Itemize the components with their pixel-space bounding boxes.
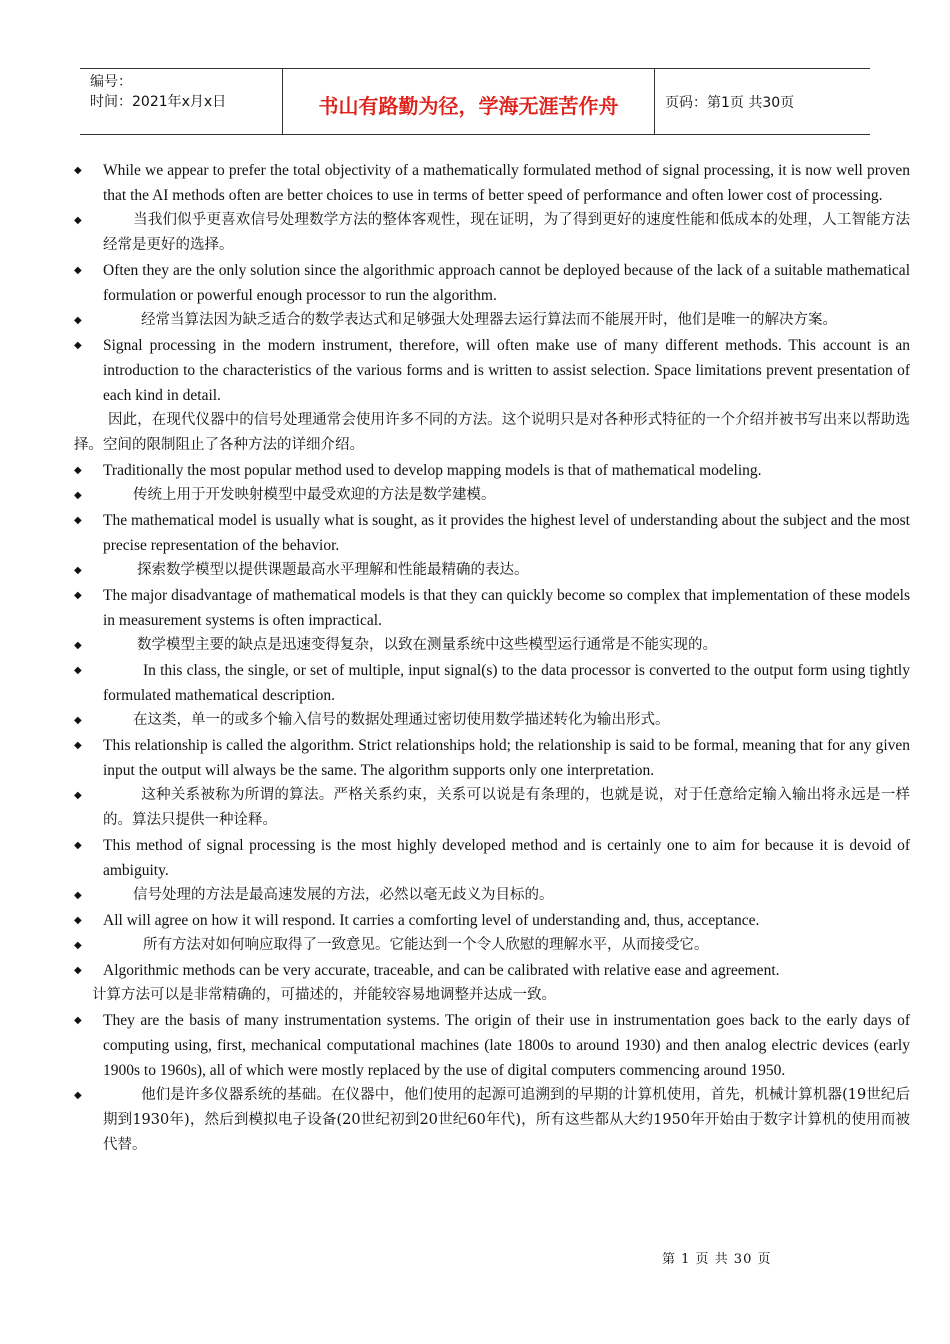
bullet-icon: ◆ — [74, 515, 82, 526]
paragraph-9: ◆ The mathematical model is usually what is sought, as it provides the highest level of understanding about the subject and the most precise representation of the behavior. — [74, 508, 910, 558]
page-footer: 第 1 页 共 30 页 — [662, 1252, 772, 1267]
paragraph-21: ◆ Algorithmic methods can be very accurate, traceable, and can be calibrated with relative ease and agreement. — [74, 958, 910, 983]
paragraph-14: ◆ 在这类，单一的或多个输入信号的数据处理通过密切使用数学描述转化为输出形式。 — [74, 708, 910, 733]
bullet-icon: ◆ — [74, 715, 82, 726]
header-motto: 书山有路勤为径，学海无涯苦作舟 — [282, 69, 655, 134]
paragraph-7: ◆ Traditionally the most popular method used to develop mapping models is that of mathematical modeling. — [74, 458, 910, 483]
paragraph-10: ◆ 探索数学模型以提供课题最高水平理解和性能最精确的表达。 — [74, 558, 910, 583]
bullet-icon: ◆ — [74, 740, 82, 751]
page-header — [80, 68, 870, 135]
paragraph-3: ◆ Often they are the only solution since the algorithmic approach cannot be deployed because of the lack of a suitable mathematical formulation or powerful enough processor to run the algorithm. — [74, 258, 910, 308]
paragraph-8: ◆ 传统上用于开发映射模型中最受欢迎的方法是数学建模。 — [74, 483, 910, 508]
paragraph-5: ◆ Signal processing in the modern instrument, therefore, will often make use of many different methods. This account is an introduction to the characteristics of the various forms and is written to assist selection. Space limitations prevent presentation of each kind in detail. — [74, 333, 910, 408]
bullet-icon: ◆ — [74, 590, 82, 601]
bullet-icon: ◆ — [74, 1015, 82, 1026]
paragraph-1: ◆ While we appear to prefer the total objectivity of a mathematically formulated method of signal processing, it is now well proven that the AI methods often are better choices to use in terms of better speed of performance and often lower cost of processing. — [74, 158, 910, 208]
bullet-icon: ◆ — [74, 915, 82, 926]
bullet-icon: ◆ — [74, 465, 82, 476]
bullet-icon: ◆ — [74, 565, 82, 576]
bullet-icon: ◆ — [74, 315, 82, 326]
paragraph-15: ◆ This relationship is called the algorithm. Strict relationships hold; the relationship is said to be formal, meaning that for any given input the output will always be the same. The algorithm supports only one interpretation. — [74, 733, 910, 783]
bullet-icon: ◆ — [74, 890, 82, 901]
paragraph-2: ◆ 当我们似乎更喜欢信号处理数学方法的整体客观性，现在证明，为了得到更好的速度性能和低成本的处理，人工智能方法经常是更好的选择。 — [74, 208, 910, 258]
bullet-icon: ◆ — [74, 265, 82, 276]
paragraph-16: ◆ 这种关系被称为所谓的算法。严格关系约束，关系可以说是有条理的，也就是说，对于任意给定输入输出将永远是一样的。算法只提供一种诠释。 — [74, 783, 910, 833]
bullet-icon: ◆ — [74, 1090, 82, 1101]
bullet-icon: ◆ — [74, 665, 82, 676]
paragraph-12: ◆ 数学模型主要的缺点是迅速变得复杂，以致在测量系统中这些模型运行通常是不能实现的。 — [74, 633, 910, 658]
paragraph-19: ◆ All will agree on how it will respond. It carries a comforting level of understanding and, thus, acceptance. — [74, 908, 910, 933]
bullet-icon: ◆ — [74, 965, 82, 976]
paragraph-20: ◆ 所有方法对如何响应取得了一致意见。它能达到一个令人欣慰的理解水平，从而接受它。 — [74, 933, 910, 958]
paragraph-17: ◆ This method of signal processing is the most highly developed method and is certainly one to aim for because it is devoid of ambiguity. — [74, 833, 910, 883]
paragraph-23: ◆ They are the basis of many instrumentation systems. The origin of their use in instrumentation goes back to the early days of computing using, first, mechanical computational machines (late 1800s to around 1930) and then analog electric devices (early 1900s to 1960s), all of which were mostly replaced by the use of digital computers commencing around 1950. — [74, 1008, 910, 1083]
bullet-icon: ◆ — [74, 165, 82, 176]
paragraph-18: ◆ 信号处理的方法是最高速发展的方法，必然以毫无歧义为目标的。 — [74, 883, 910, 908]
paragraph-6: 因此，在现代仪器中的信号处理通常会使用许多不同的方法。这个说明只是对各种形式特征的一个介绍并被书写出来以帮助选择。空间的限制阻止了各种方法的详细介绍。 — [74, 412, 910, 453]
bullet-icon: ◆ — [74, 340, 82, 351]
date-label: 时间：2021年x月x日 — [90, 94, 227, 110]
bullet-icon: ◆ — [74, 490, 82, 501]
paragraph-22: 计算方法可以是非常精确的，可描述的，并能较容易地调整并达成一致。 — [92, 987, 556, 1003]
bullet-icon: ◆ — [74, 215, 82, 226]
paragraph-4: ◆ 经常当算法因为缺乏适合的数学表达式和足够强大处理器去运行算法而不能展开时，他们是唯一的解决方案。 — [74, 308, 910, 333]
bullet-icon: ◆ — [74, 840, 82, 851]
bullet-icon: ◆ — [74, 640, 82, 651]
document-body — [74, 158, 910, 1158]
paragraph-11: ◆ The major disadvantage of mathematical models is that they can quickly become so complex that implementation of these models in measurement systems is often impractical. — [74, 583, 910, 633]
paragraph-24: ◆ 他们是许多仪器系统的基础。在仪器中，他们使用的起源可追溯到的早期的计算机使用，首先，机械计算机器(19世纪后期到1930年)，然后到模拟电子设备(20世纪初到20世纪60年代)，所有这些都从大约1950年开始由于数字计算机的使用而被代替。 — [74, 1083, 910, 1158]
serial-label: 编号： — [90, 74, 132, 90]
header-page-info: 页码：第1页 共30页 — [665, 94, 795, 111]
bullet-icon: ◆ — [74, 790, 82, 801]
paragraph-13: ◆ In this class, the single, or set of multiple, input signal(s) to the data processor is converted to the output form using tightly formulated mathematical description. — [74, 658, 910, 708]
bullet-icon: ◆ — [74, 940, 82, 951]
header-meta — [80, 69, 282, 134]
